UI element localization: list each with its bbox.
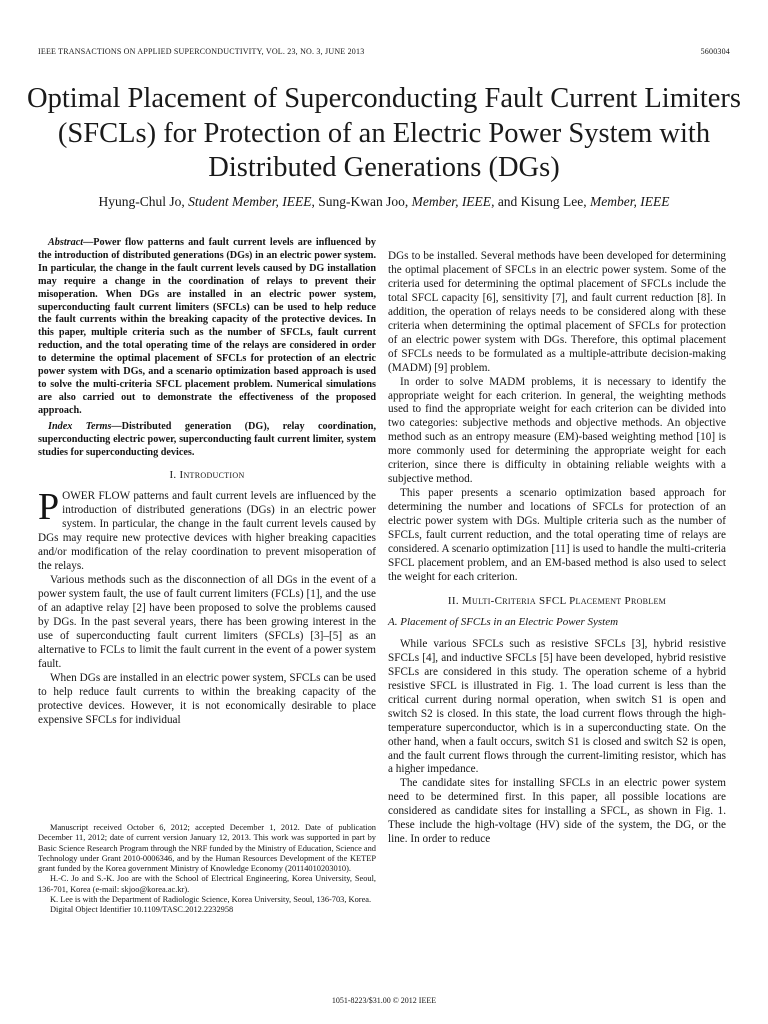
intro-paragraph-1 [38,486,376,574]
footnote-affiliation-1: H.-C. Jo and S.-K. Joo are with the School of Electrical Engineering, Korea University, Seoul, 136-701, Korea (e-mail: skjoo@korea.ac.kr). [38,874,376,894]
abstract-label: Abstract [48,237,84,248]
index-terms [38,421,376,460]
intro-paragraph-6: This paper presents a scenario optimization based approach for determining the number and locations of SFCLs for protection of an electric power system with DGs. Multiple criteria such as the number of SFCLs, fault current reduction, and the total operating time of relays are considered. A scenario optimization [11] is used to handle the multi-criteria SFCL placement problem, and an EM-based method is also used to select the weight for each criterion. [388,487,726,583]
paper-title: Optimal Placement of Superconducting Fault Current Limiters (SFCLs) for Protection of an Electric Power System with Distributed Generations (DGs) [27,83,741,183]
author-3-name: , and Kisung Lee, [491,194,591,209]
author-3-membership: Member, IEEE [590,194,670,209]
footnote-affiliation-2: K. Lee is with the Department of Radiologic Science, Korea University, Seoul, 136-703, Korea. [50,895,372,905]
section-heading-multi-criteria: II. Multi-Criteria SFCL Placement Problem [447,594,667,607]
journal-name: IEEE TRANSACTIONS ON APPLIED SUPERCONDUCTIVITY, VOL. 23, NO. 3, JUNE 2013 [38,47,365,56]
section-heading-introduction: I. Introduction [169,469,245,482]
author-1-name: Hyung-Chul Jo, [98,194,189,209]
index-terms-label: Index Terms [48,420,112,432]
intro-paragraph-2: Various methods such as the disconnection of all DGs in the event of a power system fault, the use of fault current limiters (FCLs) [1], and the use of an adaptive relay [2] have been proposed to solve the problems caused by DGs. In the past several years, there has been growing interest in the use of superconducting fault current limiters (SFCLs) [3]–[5] as an alternative to FCLs to limit the fault current in the event of a power system fault. [38,574,376,670]
page-number: 5600304 [700,47,730,56]
author-2-membership: Member, IEEE [411,194,492,209]
left-column [38,237,376,728]
footnote-doi: Digital Object Identifier 10.1109/TASC.2012.2232958 [50,905,234,915]
author-line [20,194,748,210]
abstract [38,237,376,418]
intro-paragraph-5: In order to solve MADM problems, it is necessary to identify the appropriate weight for each criterion. In general, the weighting methods used to find the appropriate weight for each criterion can be divided into two categories: subjective methods and objective methods. An objective method such as an entropy measure (EM)-based weighting method [10] is more commonly used for determining the appropriate weight for each criterion, since there is difficulty in obtaining reliable weights with a subjective method. [388,375,726,486]
section2-paragraph-2: The candidate sites for installing SFCLs in an electric power system need to be determined first. In this paper, all possible locations are considered as candidate sites for installing a SFCL, as shown in Fig. 1. These include the high-voltage (HV) side of the system, the DG, or the line. In order to reduce [388,777,726,846]
section2-paragraph-1: While various SFCLs such as resistive SFCLs [3], hybrid resistive SFCLs [4], and inductive SFCLs [5] have been developed, hybrid resistive SFCLs are considered in this study. The operation scheme of a hybrid resistive SFCL is illustrated in Fig. 1. The load current is less than the critical current during normal operation, when switch S1 is open and switch S2 is closed. In this state, the load current flows through the high-temperature superconductor, which is in a superconducting state. On the other hand, when a fault occurs, switch S1 is closed and switch S2 is open, and the fault current flows through the current-limiting resistor, which has a higher impedance. [388,637,726,776]
right-column [388,250,726,847]
index-terms-text: —Distributed generation (DG), relay coordination, superconducting electric power, superconducting fault current limiter, system studies for superconducting devices. [38,420,376,458]
subsection-heading-placement: A. Placement of SFCLs in an Electric Power System [388,615,619,628]
abstract-text: —Power flow patterns and fault current levels are influenced by the introduction of distributed generations (DGs) in an electric power system. In particular, the change in the fault current levels caused by DG installation may require a change in the coordination of relays to prevent their misoperation. When DGs are installed in an electric power system, superconducting fault current limiters (SFCLs) can be used to help reduce the fault currents within the breaking capacity of the protective devices. In this paper, multiple criteria such as the number of SFCLs, fault current reduction, and the total operating time of the relays are considered in order to determine the optimal placement of SFCLs for protection of an electric power system with DGs, and a scenario optimization based approach is used to solve the multi-criteria SFCL placement problem. Numerical simulations are also carried out to demonstrate the effectiveness of the proposed approach. [38,237,376,416]
author-1-membership: Student Member, IEEE [188,194,312,209]
running-head [38,47,730,59]
copyright-line: 1051-8223/$31.00 © 2012 IEEE [331,996,437,1005]
footnote-manuscript: Manuscript received October 6, 2012; accepted December 1, 2012. Date of publication December 11, 2012; date of current version January 12, 2013. This work was supported in part by Basic Science Research Program through the NRF funded by the Ministry of Education, Science and Technology under Grant 2010-0006346, and by the Human Resources Development of the KETEP grant funded by the Korea government Ministry of Knowledge Economy (20114010203010). [38,823,376,874]
intro-paragraph-4: DGs to be installed. Several methods have been developed for determining the optimal placement of SFCLs in an electric power system. Some of the criteria used for determining the optimal placement of SFCLs include the total SFCL capacity [6], sensitivity [7], and fault current reduction [8]. In addition, the operation of relays needs to be considered along with these criteria when determining the optimal placement of SFCLs for protection of an electric power system with DGs. Therefore, this optimal placement of SFCLs needs to be formulated as a multiple-attribute decision-making (MADM) [9] problem. [388,250,726,374]
intro-paragraph-1-text: OWER FLOW patterns and fault current levels are influenced by the introduction of distributed generations (DGs) in an electric power system. In particular, the change in the fault current levels caused by DGs may require new protective devices with higher breaking capacities and/or modification of the relay coordination to prevent misoperation of the relays. [38,490,376,573]
drop-cap: P [38,486,60,529]
intro-paragraph-3: When DGs are installed in an electric power system, SFCLs can be used to help reduce fault currents to within the breaking capacity of the protective devices. However, it is not economically desirable to place expensive SFCLs for individual [38,671,376,726]
author-2-name: , Sung-Kwan Joo, [311,194,412,209]
footnotes [38,823,376,916]
